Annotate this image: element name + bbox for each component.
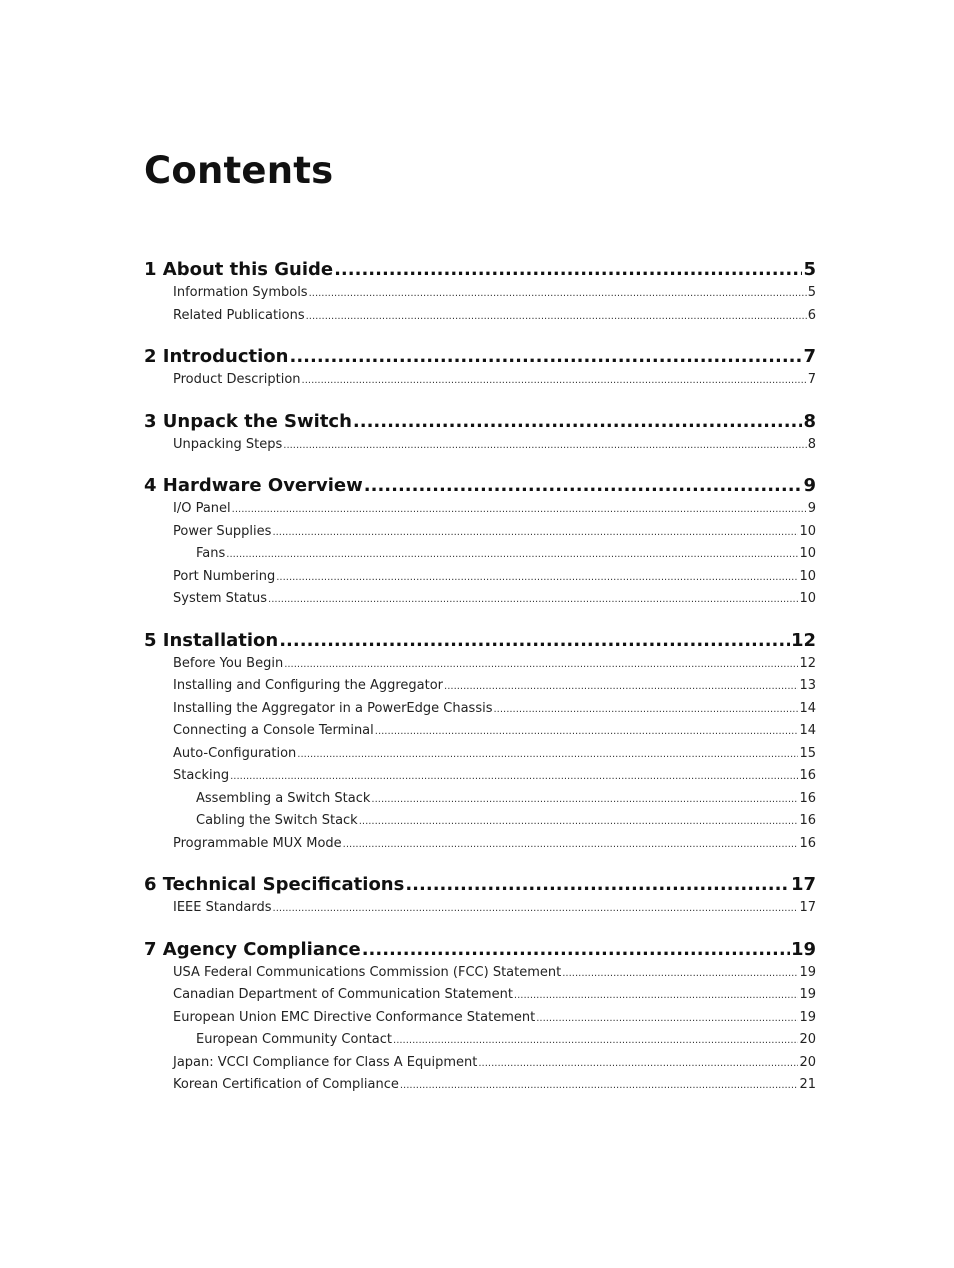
- toc-entry-label: Information Symbols: [173, 285, 308, 300]
- toc-chapter: [144, 629, 816, 856]
- toc-page-number: 17: [799, 900, 816, 915]
- toc-page-number: 19: [799, 1009, 816, 1025]
- toc-section-link[interactable]: [144, 765, 816, 788]
- toc-section-link[interactable]: [144, 962, 816, 985]
- toc-page-number: 7: [807, 372, 816, 387]
- toc-entry-label: 2 Introduction: [144, 346, 289, 367]
- toc-page-number: 12: [790, 629, 816, 651]
- toc-page-number: 19: [790, 938, 816, 960]
- toc-entry-label: Connecting a Console Terminal: [173, 723, 374, 738]
- toc-entry-label: Programmable MUX Mode: [173, 835, 342, 851]
- toc-section-link[interactable]: [144, 653, 816, 676]
- toc-chapter: [144, 938, 816, 1097]
- toc-section-link[interactable]: [144, 1007, 816, 1030]
- toc-page-number: 10: [799, 591, 816, 606]
- toc-entry-label: Power Supplies: [173, 523, 272, 539]
- toc-section-link[interactable]: [144, 743, 816, 766]
- dot-leader: [289, 345, 802, 369]
- toc-section-link[interactable]: [144, 305, 816, 328]
- toc-chapter: [144, 410, 816, 457]
- toc-entry-label: Unpacking Steps: [173, 436, 283, 452]
- toc-chapter-link[interactable]: [144, 873, 816, 897]
- toc-subsection-link[interactable]: [144, 810, 816, 833]
- toc-section-link[interactable]: [144, 897, 816, 920]
- toc-page-number: 16: [799, 790, 816, 806]
- toc-entry-label: Japan: VCCI Compliance for Class A Equipment: [173, 1054, 478, 1070]
- toc-entry-label: 1 About this Guide: [144, 259, 334, 280]
- toc-page-number: 10: [799, 523, 816, 539]
- dot-leader: [493, 699, 798, 721]
- toc-section-link[interactable]: [144, 698, 816, 721]
- toc-section-link[interactable]: [144, 675, 816, 698]
- dot-leader: [297, 744, 798, 766]
- toc-page-number: 8: [807, 436, 816, 452]
- dot-leader: [279, 629, 790, 653]
- toc-entry-label: Related Publications: [173, 307, 305, 323]
- toc-page-number: 21: [799, 1077, 816, 1092]
- dot-leader: [359, 811, 799, 833]
- toc-page-number: 9: [803, 475, 816, 496]
- toc-page-number: 5: [803, 259, 816, 280]
- toc-entry-label: Auto-Configuration: [173, 745, 297, 761]
- toc-page-number: 15: [799, 745, 816, 761]
- toc-entry-label: Canadian Department of Communication Statement: [173, 987, 513, 1002]
- toc-chapter-link[interactable]: [144, 938, 816, 962]
- toc-entry-label: 4 Hardware Overview: [144, 475, 363, 496]
- toc-subsection-link[interactable]: [144, 788, 816, 811]
- dot-leader: [309, 283, 807, 305]
- toc-section-link[interactable]: [144, 521, 816, 544]
- toc-page-number: 14: [799, 723, 816, 738]
- toc-entry-label: 5 Installation: [144, 629, 279, 651]
- toc-section-link[interactable]: [144, 1074, 816, 1097]
- dot-leader: [226, 544, 798, 566]
- dot-leader: [375, 721, 799, 743]
- dot-leader: [405, 873, 790, 897]
- dot-leader: [514, 985, 799, 1007]
- toc-chapter-link[interactable]: [144, 629, 816, 653]
- toc-entry-label: Before You Begin: [173, 655, 284, 671]
- toc-entry-label: Installing and Configuring the Aggregator: [173, 678, 444, 693]
- dot-leader: [302, 370, 807, 392]
- toc-subsection-link[interactable]: [144, 1029, 816, 1052]
- toc-page-number: 10: [799, 568, 816, 584]
- toc-chapter-link[interactable]: [144, 345, 816, 369]
- toc-entry-label: 3 Unpack the Switch: [144, 410, 352, 432]
- toc-entry-label: 7 Agency Compliance: [144, 938, 361, 960]
- toc-entry-label: European Union EMC Directive Conformance Statement: [173, 1009, 536, 1025]
- toc-page-number: 16: [799, 835, 816, 851]
- toc-entry-label: IEEE Standards: [173, 900, 272, 915]
- toc-section-link[interactable]: [144, 588, 816, 611]
- toc-section-link[interactable]: [144, 282, 816, 305]
- toc-section-link[interactable]: [144, 498, 816, 521]
- dot-leader: [371, 789, 798, 811]
- dot-leader: [283, 435, 806, 457]
- dot-leader: [306, 306, 807, 328]
- toc-page-number: 16: [799, 768, 816, 783]
- toc-page-number: 12: [799, 655, 816, 671]
- toc-page-number: 17: [790, 874, 816, 895]
- dot-leader: [562, 963, 798, 985]
- toc-entry-label: System Status: [173, 591, 268, 606]
- dot-leader: [334, 258, 802, 282]
- toc-section-link[interactable]: [144, 833, 816, 856]
- toc-entry-label: 6 Technical Specifications: [144, 874, 405, 895]
- toc-entry-label: Stacking: [173, 768, 230, 783]
- toc-page-number: 6: [807, 307, 816, 323]
- dot-leader: [284, 654, 798, 676]
- toc-chapter: [144, 873, 816, 920]
- toc-chapter: [144, 474, 816, 611]
- toc-section-link[interactable]: [144, 434, 816, 457]
- toc-entry-label: Product Description: [173, 372, 301, 387]
- toc-page-number: 14: [799, 700, 816, 716]
- dot-leader: [273, 898, 799, 920]
- toc-entry-label: Port Numbering: [173, 568, 276, 584]
- dot-leader: [232, 499, 807, 521]
- toc-chapter-link[interactable]: [144, 258, 816, 282]
- dot-leader: [268, 589, 798, 611]
- dot-leader: [478, 1053, 798, 1075]
- toc-section-link[interactable]: [144, 720, 816, 743]
- dot-leader: [353, 410, 803, 434]
- dot-leader: [343, 834, 799, 856]
- dot-leader: [276, 567, 798, 589]
- page-title: Contents: [144, 149, 334, 192]
- toc-chapter: [144, 258, 816, 327]
- dot-leader: [400, 1075, 799, 1097]
- toc-entry-label: Korean Certification of Compliance: [173, 1077, 399, 1092]
- toc-chapter-link[interactable]: [144, 410, 816, 434]
- dot-leader: [393, 1030, 798, 1052]
- toc-entry-label: European Community Contact: [196, 1032, 393, 1047]
- dot-leader: [272, 522, 798, 544]
- toc-section-link[interactable]: [144, 369, 816, 392]
- toc-section-link[interactable]: [144, 984, 816, 1007]
- dot-leader: [362, 938, 790, 962]
- toc-entry-label: Cabling the Switch Stack: [196, 813, 358, 828]
- toc-entry-label: Fans: [196, 546, 226, 561]
- toc-page-number: 5: [807, 285, 816, 300]
- toc-page-number: 16: [799, 813, 816, 828]
- toc-page-number: 9: [807, 501, 816, 516]
- dot-leader: [536, 1008, 798, 1030]
- toc-section-link[interactable]: [144, 1052, 816, 1075]
- dot-leader: [364, 474, 803, 498]
- dot-leader: [230, 766, 798, 788]
- dot-leader: [444, 676, 798, 698]
- toc-subsection-link[interactable]: [144, 543, 816, 566]
- toc-page-number: 19: [799, 987, 816, 1002]
- toc-chapter: [144, 345, 816, 392]
- toc-entry-label: Installing the Aggregator in a PowerEdge Chassis: [173, 700, 493, 716]
- toc-page-number: 10: [799, 546, 816, 561]
- toc-page-number: 7: [803, 346, 816, 367]
- table-of-contents: [144, 240, 816, 1097]
- toc-page-number: 20: [799, 1032, 816, 1047]
- toc-page-number: 8: [803, 410, 816, 432]
- toc-chapter-link[interactable]: [144, 474, 816, 498]
- toc-entry-label: I/O Panel: [173, 501, 231, 516]
- toc-entry-label: USA Federal Communications Commission (FCC) Statement: [173, 964, 562, 980]
- toc-page-number: 19: [799, 964, 816, 980]
- toc-section-link[interactable]: [144, 566, 816, 589]
- toc-entry-label: Assembling a Switch Stack: [196, 790, 371, 806]
- toc-page-number: 20: [799, 1054, 816, 1070]
- toc-page-number: 13: [799, 678, 816, 693]
